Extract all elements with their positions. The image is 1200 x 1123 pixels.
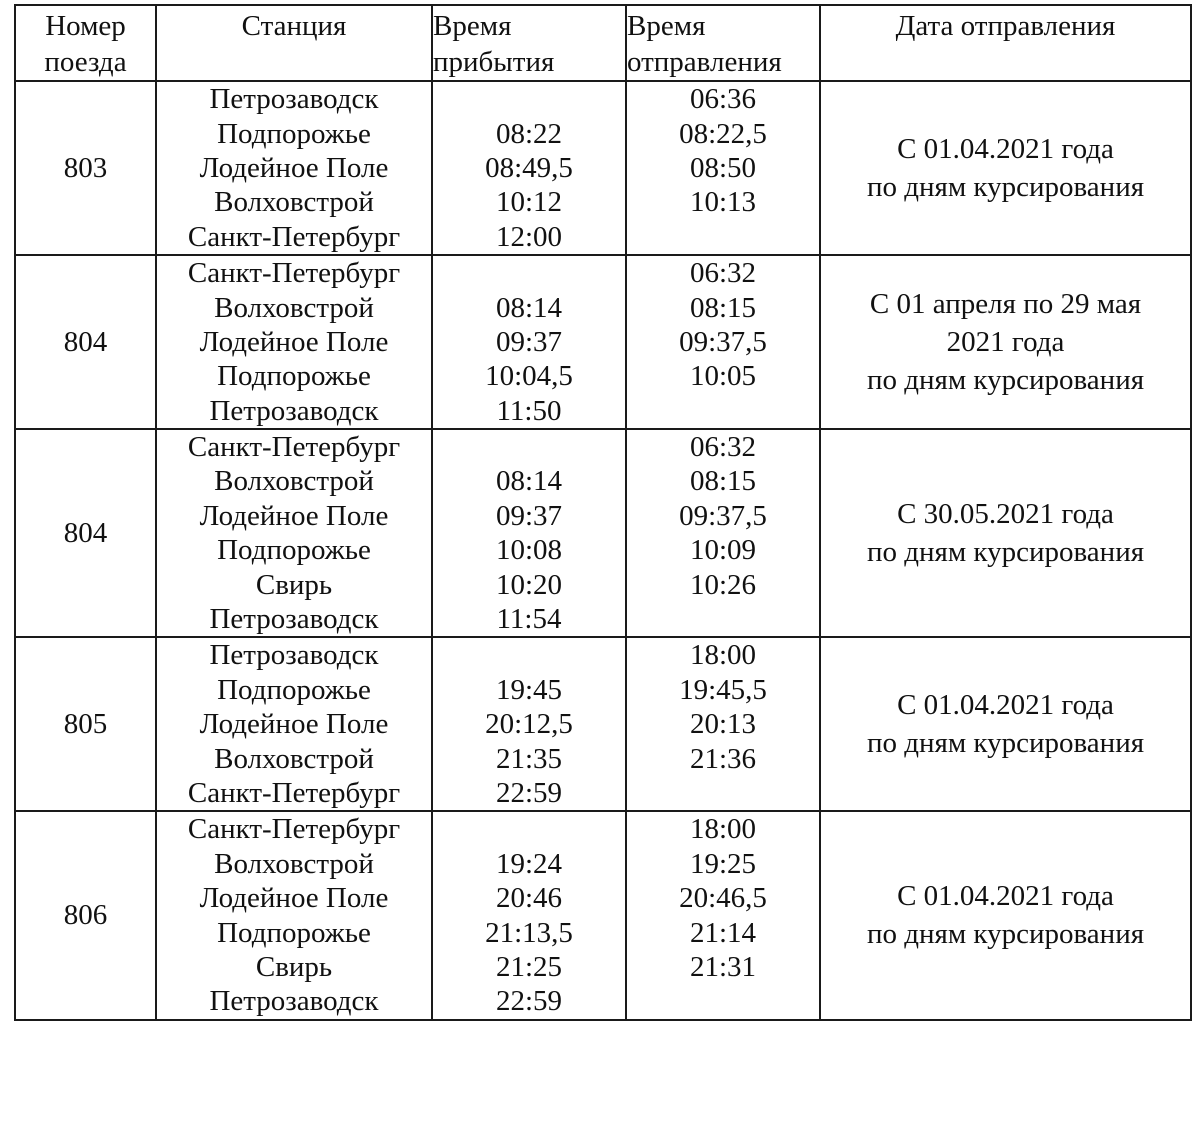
table-body xyxy=(15,81,1191,1020)
arrival-time-cell: 10:04,5 xyxy=(432,359,626,393)
arrival-time-cell: 20:46 xyxy=(432,881,626,915)
table-header xyxy=(15,5,1191,81)
station-cell: Подпорожье xyxy=(156,673,432,707)
arrival-time-cell: 11:50 xyxy=(432,394,626,429)
table-row xyxy=(15,81,1191,116)
departure-time-cell: 09:37,5 xyxy=(626,325,820,359)
station-cell: Волховстрой xyxy=(156,185,432,219)
departure-time-cell: 09:37,5 xyxy=(626,499,820,533)
header-departure-label: Время отправления xyxy=(627,10,782,78)
table-row xyxy=(15,429,1191,464)
station-cell: Лодейное Поле xyxy=(156,881,432,915)
header-station-label: Станция xyxy=(241,10,347,42)
departure-time-cell: 18:00 xyxy=(626,637,820,672)
arrival-time-cell xyxy=(432,255,626,290)
arrival-time-cell xyxy=(432,637,626,672)
arrival-time-cell: 10:08 xyxy=(432,533,626,567)
departure-time-cell: 10:09 xyxy=(626,533,820,567)
header-date xyxy=(820,5,1191,81)
arrival-time-cell: 08:49,5 xyxy=(432,151,626,185)
departure-time-cell: 10:13 xyxy=(626,185,820,219)
arrival-time-cell: 08:14 xyxy=(432,464,626,498)
departure-time-cell: 21:14 xyxy=(626,915,820,949)
arrival-time-cell: 19:45 xyxy=(432,673,626,707)
arrival-time-cell: 19:24 xyxy=(432,847,626,881)
train-number-cell: 805 xyxy=(15,637,156,811)
departure-time-cell: 19:45,5 xyxy=(626,673,820,707)
arrival-time-cell: 21:35 xyxy=(432,741,626,775)
departure-time-cell: 21:36 xyxy=(626,741,820,775)
header-arrival xyxy=(432,5,626,81)
station-cell: Санкт-Петербург xyxy=(156,429,432,464)
station-cell: Санкт-Петербург xyxy=(156,220,432,255)
station-cell: Подпорожье xyxy=(156,116,432,150)
departure-date-cell: С 30.05.2021 года по дням курсирования xyxy=(820,429,1191,637)
arrival-time-cell: 08:14 xyxy=(432,290,626,324)
departure-time-cell: 08:15 xyxy=(626,464,820,498)
header-departure xyxy=(626,5,820,81)
arrival-time-cell: 12:00 xyxy=(432,220,626,255)
station-cell: Лодейное Поле xyxy=(156,151,432,185)
train-number-cell: 806 xyxy=(15,811,156,1019)
departure-time-cell: 21:31 xyxy=(626,950,820,984)
station-cell: Лодейное Поле xyxy=(156,325,432,359)
departure-time-cell: 10:26 xyxy=(626,567,820,601)
station-cell: Подпорожье xyxy=(156,915,432,949)
train-schedule-table xyxy=(14,4,1192,1021)
station-cell: Петрозаводск xyxy=(156,637,432,672)
departure-time-cell xyxy=(626,776,820,811)
departure-time-cell xyxy=(626,394,820,429)
station-cell: Волховстрой xyxy=(156,464,432,498)
table-row xyxy=(15,811,1191,846)
departure-time-cell: 06:36 xyxy=(626,81,820,116)
station-cell: Лодейное Поле xyxy=(156,707,432,741)
header-station xyxy=(156,5,432,81)
arrival-time-cell: 09:37 xyxy=(432,325,626,359)
arrival-time-cell xyxy=(432,811,626,846)
station-cell: Волховстрой xyxy=(156,741,432,775)
station-cell: Лодейное Поле xyxy=(156,499,432,533)
header-train-number-label: Номер поезда xyxy=(44,10,127,78)
arrival-time-cell: 20:12,5 xyxy=(432,707,626,741)
arrival-time-cell: 10:12 xyxy=(432,185,626,219)
station-cell: Петрозаводск xyxy=(156,984,432,1019)
station-cell: Санкт-Петербург xyxy=(156,255,432,290)
header-row xyxy=(15,5,1191,81)
arrival-time-cell: 21:25 xyxy=(432,950,626,984)
train-number-cell: 804 xyxy=(15,429,156,637)
station-cell: Петрозаводск xyxy=(156,81,432,116)
header-arrival-label: Время прибытия xyxy=(433,10,555,78)
header-train-number xyxy=(15,5,156,81)
arrival-time-cell: 11:54 xyxy=(432,602,626,637)
train-number-cell: 803 xyxy=(15,81,156,255)
departure-time-cell: 06:32 xyxy=(626,429,820,464)
departure-time-cell: 08:15 xyxy=(626,290,820,324)
station-cell: Свирь xyxy=(156,950,432,984)
station-cell: Подпорожье xyxy=(156,533,432,567)
arrival-time-cell xyxy=(432,81,626,116)
arrival-time-cell xyxy=(432,429,626,464)
departure-date-cell: С 01.04.2021 года по дням курсирования xyxy=(820,637,1191,811)
departure-time-cell: 08:50 xyxy=(626,151,820,185)
arrival-time-cell: 10:20 xyxy=(432,567,626,601)
departure-time-cell: 08:22,5 xyxy=(626,116,820,150)
station-cell: Подпорожье xyxy=(156,359,432,393)
table-row xyxy=(15,637,1191,672)
station-cell: Санкт-Петербург xyxy=(156,776,432,811)
departure-time-cell: 19:25 xyxy=(626,847,820,881)
departure-time-cell: 18:00 xyxy=(626,811,820,846)
departure-time-cell xyxy=(626,984,820,1019)
station-cell: Волховстрой xyxy=(156,847,432,881)
station-cell: Волховстрой xyxy=(156,290,432,324)
arrival-time-cell: 09:37 xyxy=(432,499,626,533)
departure-date-cell: С 01.04.2021 года по дням курсирования xyxy=(820,811,1191,1019)
departure-time-cell: 06:32 xyxy=(626,255,820,290)
header-date-label: Дата отправления xyxy=(895,10,1116,42)
departure-time-cell: 10:05 xyxy=(626,359,820,393)
station-cell: Санкт-Петербург xyxy=(156,811,432,846)
departure-time-cell xyxy=(626,602,820,637)
departure-time-cell xyxy=(626,220,820,255)
arrival-time-cell: 22:59 xyxy=(432,984,626,1019)
departure-date-cell: С 01.04.2021 года по дням курсирования xyxy=(820,81,1191,255)
train-number-cell: 804 xyxy=(15,255,156,429)
departure-date-cell: С 01 апреля по 29 мая 2021 года по дням курсирования xyxy=(820,255,1191,429)
station-cell: Петрозаводск xyxy=(156,602,432,637)
departure-time-cell: 20:46,5 xyxy=(626,881,820,915)
arrival-time-cell: 22:59 xyxy=(432,776,626,811)
station-cell: Петрозаводск xyxy=(156,394,432,429)
arrival-time-cell: 08:22 xyxy=(432,116,626,150)
table-row xyxy=(15,255,1191,290)
departure-time-cell: 20:13 xyxy=(626,707,820,741)
arrival-time-cell: 21:13,5 xyxy=(432,915,626,949)
station-cell: Свирь xyxy=(156,567,432,601)
